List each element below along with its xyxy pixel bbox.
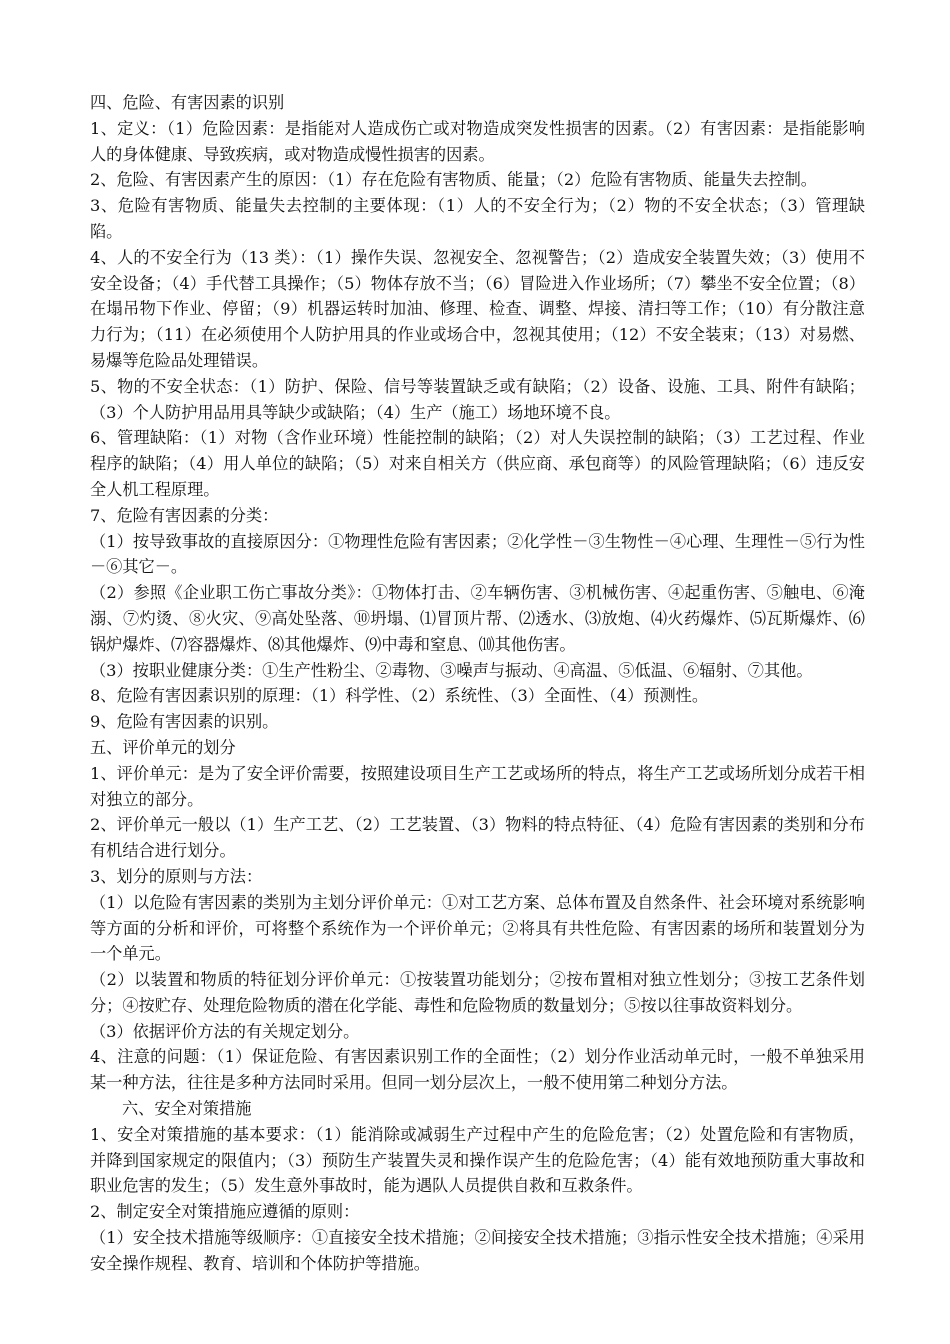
paragraph: （1）安全技术措施等级顺序：①直接安全技术措施；②间接安全技术措施；③指示性安全技术措施；④采用安全操作规程、教育、培训和个体防护等措施。 xyxy=(90,1228,865,1273)
paragraph: 六、安全对策措施 xyxy=(122,1099,252,1119)
paragraph: 2、评价单元一般以（1）生产工艺、（2）工艺装置、（3）物料的特点特征、（4）危险有害因素的类别和分布有机结合进行划分。 xyxy=(90,815,865,861)
document-body xyxy=(90,90,865,1277)
paragraph: （2）以装置和物质的特征划分评价单元：①按装置功能划分；②按布置相对独立性划分；③按工艺条件划分；④按贮存、处理危险物质的潜在化学能、毒性和危险物质的数量划分；⑤按以往事故资料划分。 xyxy=(90,970,865,1015)
paragraph: 4、注意的问题：（1）保证危险、有害因素识别工作的全面性；（2）划分作业活动单元时，一般不单独采用某一种方法，往往是多种方法同时采用。但同一划分层次上，一般不使用第二种划分方法。 xyxy=(90,1047,865,1093)
paragraph: （1）按导致事故的直接原因分：①物理性危险有害因素；②化学性－③生物性－④心理、生理性－⑤行为性－⑥其它－。 xyxy=(90,531,865,577)
paragraph: 9、危险有害因素的识别。 xyxy=(90,712,279,732)
paragraph: 3、划分的原则与方法： xyxy=(90,866,263,886)
paragraph: 1、评价单元：是为了安全评价需要，按照建设项目生产工艺或场所的特点，将生产工艺或场所划分成若干相对独立的部分。 xyxy=(90,763,865,809)
paragraph: 6、管理缺陷：（1）对物（含作业环境）性能控制的缺陷；（2）对人失误控制的缺陷；（3）工艺过程、作业程序的缺陷；（4）用人单位的缺陷；（5）对来自相关方（供应商、承包商等）的风险管理缺陷；（6）违反安全人机工程原理。 xyxy=(90,428,865,499)
paragraph: （2）参照《企业职工伤亡事故分类》：①物体打击、②车辆伤害、③机械伤害、④起重伤害、⑤触电、⑥淹溺、⑦灼烫、⑧火灾、⑨高处坠落、⑩坍塌、⑴冒顶片帮、⑵透水、⑶放炮、⑷火药爆炸、⑸瓦斯爆炸、⑹锅炉爆炸、⑺容器爆炸、⑻其他爆炸、⑼中毒和窒息、⑽其他伤害。 xyxy=(90,583,865,654)
paragraph: 5、物的不安全状态：（1）防护、保险、信号等装置缺乏或有缺陷；（2）设备、设施、工具、附件有缺陷；（3）个人防护用品用具等缺少或缺陷；（4）生产（施工）场地环境不良。 xyxy=(90,376,865,422)
paragraph: 2、制定安全对策措施应遵循的原则： xyxy=(90,1202,360,1222)
paragraph: 五、评价单元的划分 xyxy=(90,737,236,757)
paragraph: 3、危险有害物质、能量失去控制的主要体现：（1）人的不安全行为；（2）物的不安全状态；（3）管理缺陷。 xyxy=(90,196,865,241)
paragraph: 1、定义：（1）危险因素：是指能对人造成伤亡或对物造成突发性损害的因素。（2）有害因素：是指能影响人的身体健康、导致疾病，或对物造成慢性损害的因素。 xyxy=(90,118,865,164)
paragraph: 1、安全对策措施的基本要求：（1）能消除或减弱生产过程中产生的危险危害；（2）处置危险和有害物质，并降到国家规定的限值内；（3）预防生产装置失灵和操作误产生的危险危害；（4）能有效地预防重大事故和职业危害的发生；（5）发生意外事故时，能为遇队人员提供自救和互救条件。 xyxy=(90,1124,865,1196)
paragraph: （1）以危险有害因素的类别为主划分评价单元：①对工艺方案、总体布置及自然条件、社会环境对系统影响等方面的分析和评价，可将整个系统作为一个评价单元；②将具有共性危险、有害因素的场所和装置划分为一个单元。 xyxy=(90,892,865,964)
paragraph: （3）依据评价方法的有关规定划分。 xyxy=(90,1021,360,1041)
paragraph: 8、危险有害因素识别的原理：（1）科学性、（2）系统性、（3）全面性、（4）预测性。 xyxy=(90,686,709,706)
paragraph: 2、危险、有害因素产生的原因：（1）存在危险有害物质、能量；（2）危险有害物质、能量失去控制。 xyxy=(90,170,817,190)
paragraph: 7、危险有害因素的分类： xyxy=(90,505,279,525)
paragraph: 4、人的不安全行为（13 类）：（1）操作失误、忽视安全、忽视警告；（2）造成安全装置失效；（3）使用不安全设备；（4）手代替工具操作；（5）物体存放不当；（6）冒险进入作业场所；（7）攀坐不安全位置；（8）在塌吊物下作业、停留；（9）机器运转时加油、修理、检查、调整、焊接、清扫等工作；（10）有分散注意力行为；（11）在必须使用个人防护用具的作业或场合中，忽视其使用；（12）不安全装束；（13）对易燃、易爆等危险品处理错误。 xyxy=(90,247,865,370)
paragraph: （3）按职业健康分类：①生产性粉尘、②毒物、③噪声与振动、④高温、⑤低温、⑥辐射、⑦其他。 xyxy=(90,660,813,680)
paragraph: 四、危险、有害因素的识别 xyxy=(90,93,285,112)
